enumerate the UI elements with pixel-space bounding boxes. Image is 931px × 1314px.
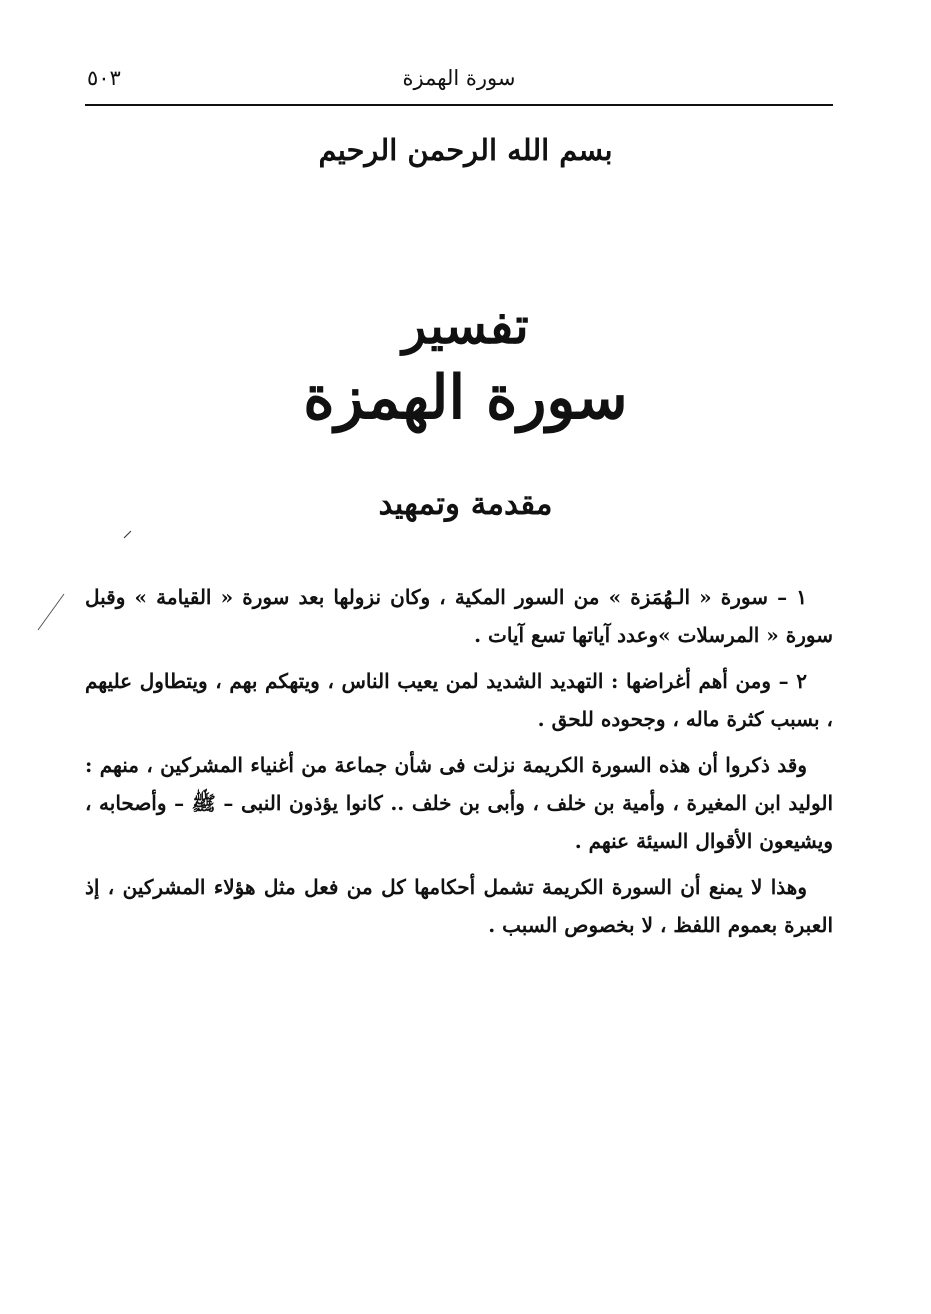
paragraph-3: وقد ذكروا أن هذه السورة الكريمة نزلت فى شأن جماعة من أغنياء المشركين ، منهم : الوليد ابن المغيرة ، وأمية بن خلف ، وأبى بن خلف .. كانوا يؤذون النبى – ﷺ – وأصحابه ، ويشيعون الأقوال السيئة عنهم . xyxy=(85,753,833,853)
paragraph-4: وهذا لا يمنع أن السورة الكريمة تشمل أحكامها كل من فعل مثل هؤلاء المشركين ، إذ العبرة بعموم اللفظ ، لا بخصوص السبب . xyxy=(85,875,833,937)
page-header xyxy=(85,62,833,102)
header-rule xyxy=(85,104,833,106)
title-surah-name: سورة الهمزة xyxy=(303,363,628,433)
section-subtitle: مقدمة وتمهيد xyxy=(378,486,553,522)
body-text xyxy=(85,578,833,952)
title-tafsir: تفسير xyxy=(402,296,529,355)
paragraph-1: ١ – سورة « الـهُمَزة » من السور المكية ، وكان نزولها بعد سورة « القيامة » وقبل سورة « المرسلات »وعدد آياتها تسع آيات . xyxy=(85,585,833,647)
basmala: بسم الله الرحمن الرحيم xyxy=(318,133,613,167)
paragraph-2: ٢ – ومن أهم أغراضها : التهديد الشديد لمن يعيب الناس ، ويتهكم بهم ، ويتطاول عليهم ، بسبب كثرة ماله ، وجحوده للحق . xyxy=(85,669,833,731)
stray-mark xyxy=(122,528,134,540)
page-number: ٥٠٣ xyxy=(87,66,121,90)
running-title: سورة الهمزة xyxy=(402,66,516,90)
